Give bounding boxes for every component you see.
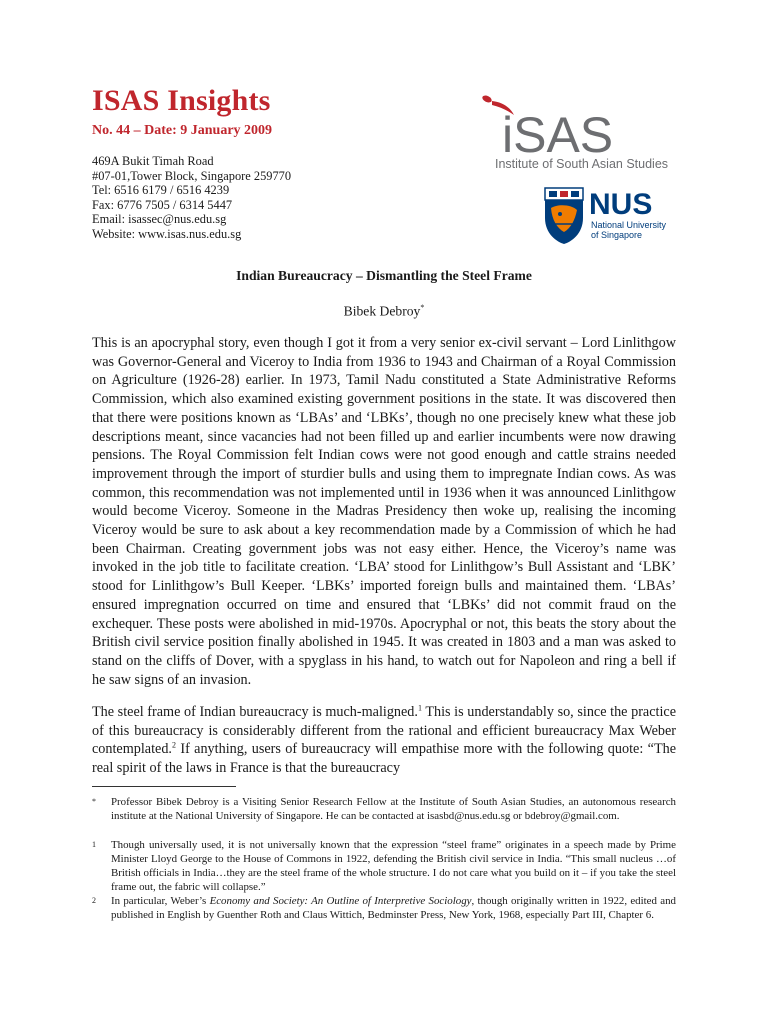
footnote-text-part: In particular, Weber’s bbox=[111, 895, 210, 907]
footnote-divider bbox=[92, 786, 236, 787]
address-line: #07-01,Tower Block, Singapore 259770 bbox=[92, 168, 292, 183]
issue-date: No. 44 – Date: 9 January 2009 bbox=[92, 123, 273, 138]
author-line bbox=[0, 303, 768, 320]
footnote bbox=[92, 795, 676, 823]
paragraph-text: If anything, users of bureaucracy will empathise more with the following quote: “The real spirit of the laws in France is that the bureaucracy bbox=[92, 741, 676, 777]
fax-line: Fax: 6776 7505 / 6314 5447 bbox=[92, 197, 233, 212]
body-paragraph bbox=[92, 703, 676, 778]
paragraph-text: This is understandably so, since the practice of this bureaucracy is considerably different from the rational and efficient bureaucracy Max Weber contemplated. bbox=[92, 704, 676, 758]
author-footnote-mark: * bbox=[420, 303, 425, 312]
isas-logo-subtitle: Institute of South Asian Studies bbox=[495, 157, 669, 171]
address-line: 469A Bukit Timah Road bbox=[92, 154, 214, 168]
footnote bbox=[92, 838, 676, 894]
paragraph-text: The steel frame of Indian bureaucracy is much-maligned. bbox=[92, 704, 418, 720]
publication-title: ISAS Insights bbox=[92, 84, 271, 117]
footnote bbox=[92, 894, 676, 922]
footnote-ref: 2 bbox=[171, 740, 176, 750]
footnote-text: Professor Bibek Debroy is a Visiting Senior Research Fellow at the Institute of South Asian Studies, an autonomous research institute at the National University of Singapore. He can be contacted at isasbd@nus.edu.sg or bdebroy@gmail.com. bbox=[111, 796, 676, 823]
book-title: Economy and Society: An Outline of Interpretive Sociology bbox=[209, 895, 472, 907]
nus-crest-icon bbox=[545, 188, 583, 244]
footnote-mark: * bbox=[92, 797, 96, 806]
nus-logo-subtitle-2: of Singapore bbox=[591, 230, 643, 240]
nus-logo-subtitle-1: National University bbox=[591, 220, 667, 230]
isas-logo-text: iSAS bbox=[502, 107, 614, 163]
isas-logo bbox=[480, 92, 680, 172]
email-line: Email: isassec@nus.edu.sg bbox=[92, 212, 227, 227]
footnote-mark: 1 bbox=[92, 840, 96, 849]
footnote-text: Though universally used, it is not universally known that the expression “steel frame” originates in a speech made by Prime Minister Lloyd George to the House of Commons in 1922, defending the British civil service in India. “This small nucleus …of British officials in India…they are the steel frame of the whole structure. I do not care what you build on it – if you take the steel frame out, the fabric will collapse.” bbox=[111, 839, 676, 894]
nus-logo-text: NUS bbox=[589, 188, 653, 221]
footnote-text-part: , though originally written in 1922, edited and published in English by Guenther Roth and Claus Wittich, Bedminster Press, New York, 1968, especially Part III, Chapter 6. bbox=[111, 895, 676, 922]
phone-line: Tel: 6516 6179 / 6516 4239 bbox=[92, 183, 230, 198]
contact-block bbox=[92, 154, 291, 242]
website-line: Website: www.isas.nus.edu.sg bbox=[92, 226, 242, 241]
footnote-ref: 1 bbox=[417, 703, 422, 713]
footnote-text bbox=[111, 894, 676, 922]
body-paragraph: This is an apocryphal story, even though I got it from a very senior ex-civil servant – Lord Linlithgow was Governor-General and Viceroy to India from 1936 to 1943 and Chairman of a Royal Commission on Agriculture (1926-28) earlier. In 1973, Tamil Nadu constituted a State Administrative Reforms Commission, which also examined existing government positions in the state. It was discovered then that there were positions known as ‘LBAs’ and ‘LBKs’, though no one precisely knew what these job descriptions meant, since vacancies had not been filled up and earlier incumbents were now drawing pensions. The Royal Commission felt Indian cows were not good enough and cattle strains needed improvement through the import of sturdier bulls and using them to impregnate Indian cows. As was common, this recommendation was not implemented until in 1936 when it was announced Linlithgow would become Viceroy. Someone in the Madras Presidency then woke up, realising the incoming Viceroy would be sure to ask about a key recommendation made by a Commission of which he had been Chairman. Creating government jobs was not easy either. Hence, the Viceroy’s name was invoked in the job title to facilitate creation. ‘LBA’ stood for Linlithgow’s Bull Assistant and ‘LBK’ stood for Linlithgow’s Bull Keeper. ‘LBKs’ imported foreign bulls and maintained them. ‘LBAs’ ensured impregnation occurred on time and ensured that ‘LBKs’ did not commit fraud on the exchequer. These posts were abolished in mid-1970s. Apocryphal or not, this beats the story about the British civil service position finally abolished in 1945. It was created in 1803 and a man was asked to stand on the cliffs of Dover, with a spyglass in his hand, to watch out for Napoleon and ring a bell if he saw signs of an invasion. bbox=[92, 335, 676, 688]
nus-logo bbox=[543, 186, 683, 246]
footnote-mark: 2 bbox=[92, 896, 96, 905]
article-title: Indian Bureaucracy – Dismantling the Steel Frame bbox=[236, 268, 532, 283]
author-name: Bibek Debroy bbox=[343, 303, 421, 319]
